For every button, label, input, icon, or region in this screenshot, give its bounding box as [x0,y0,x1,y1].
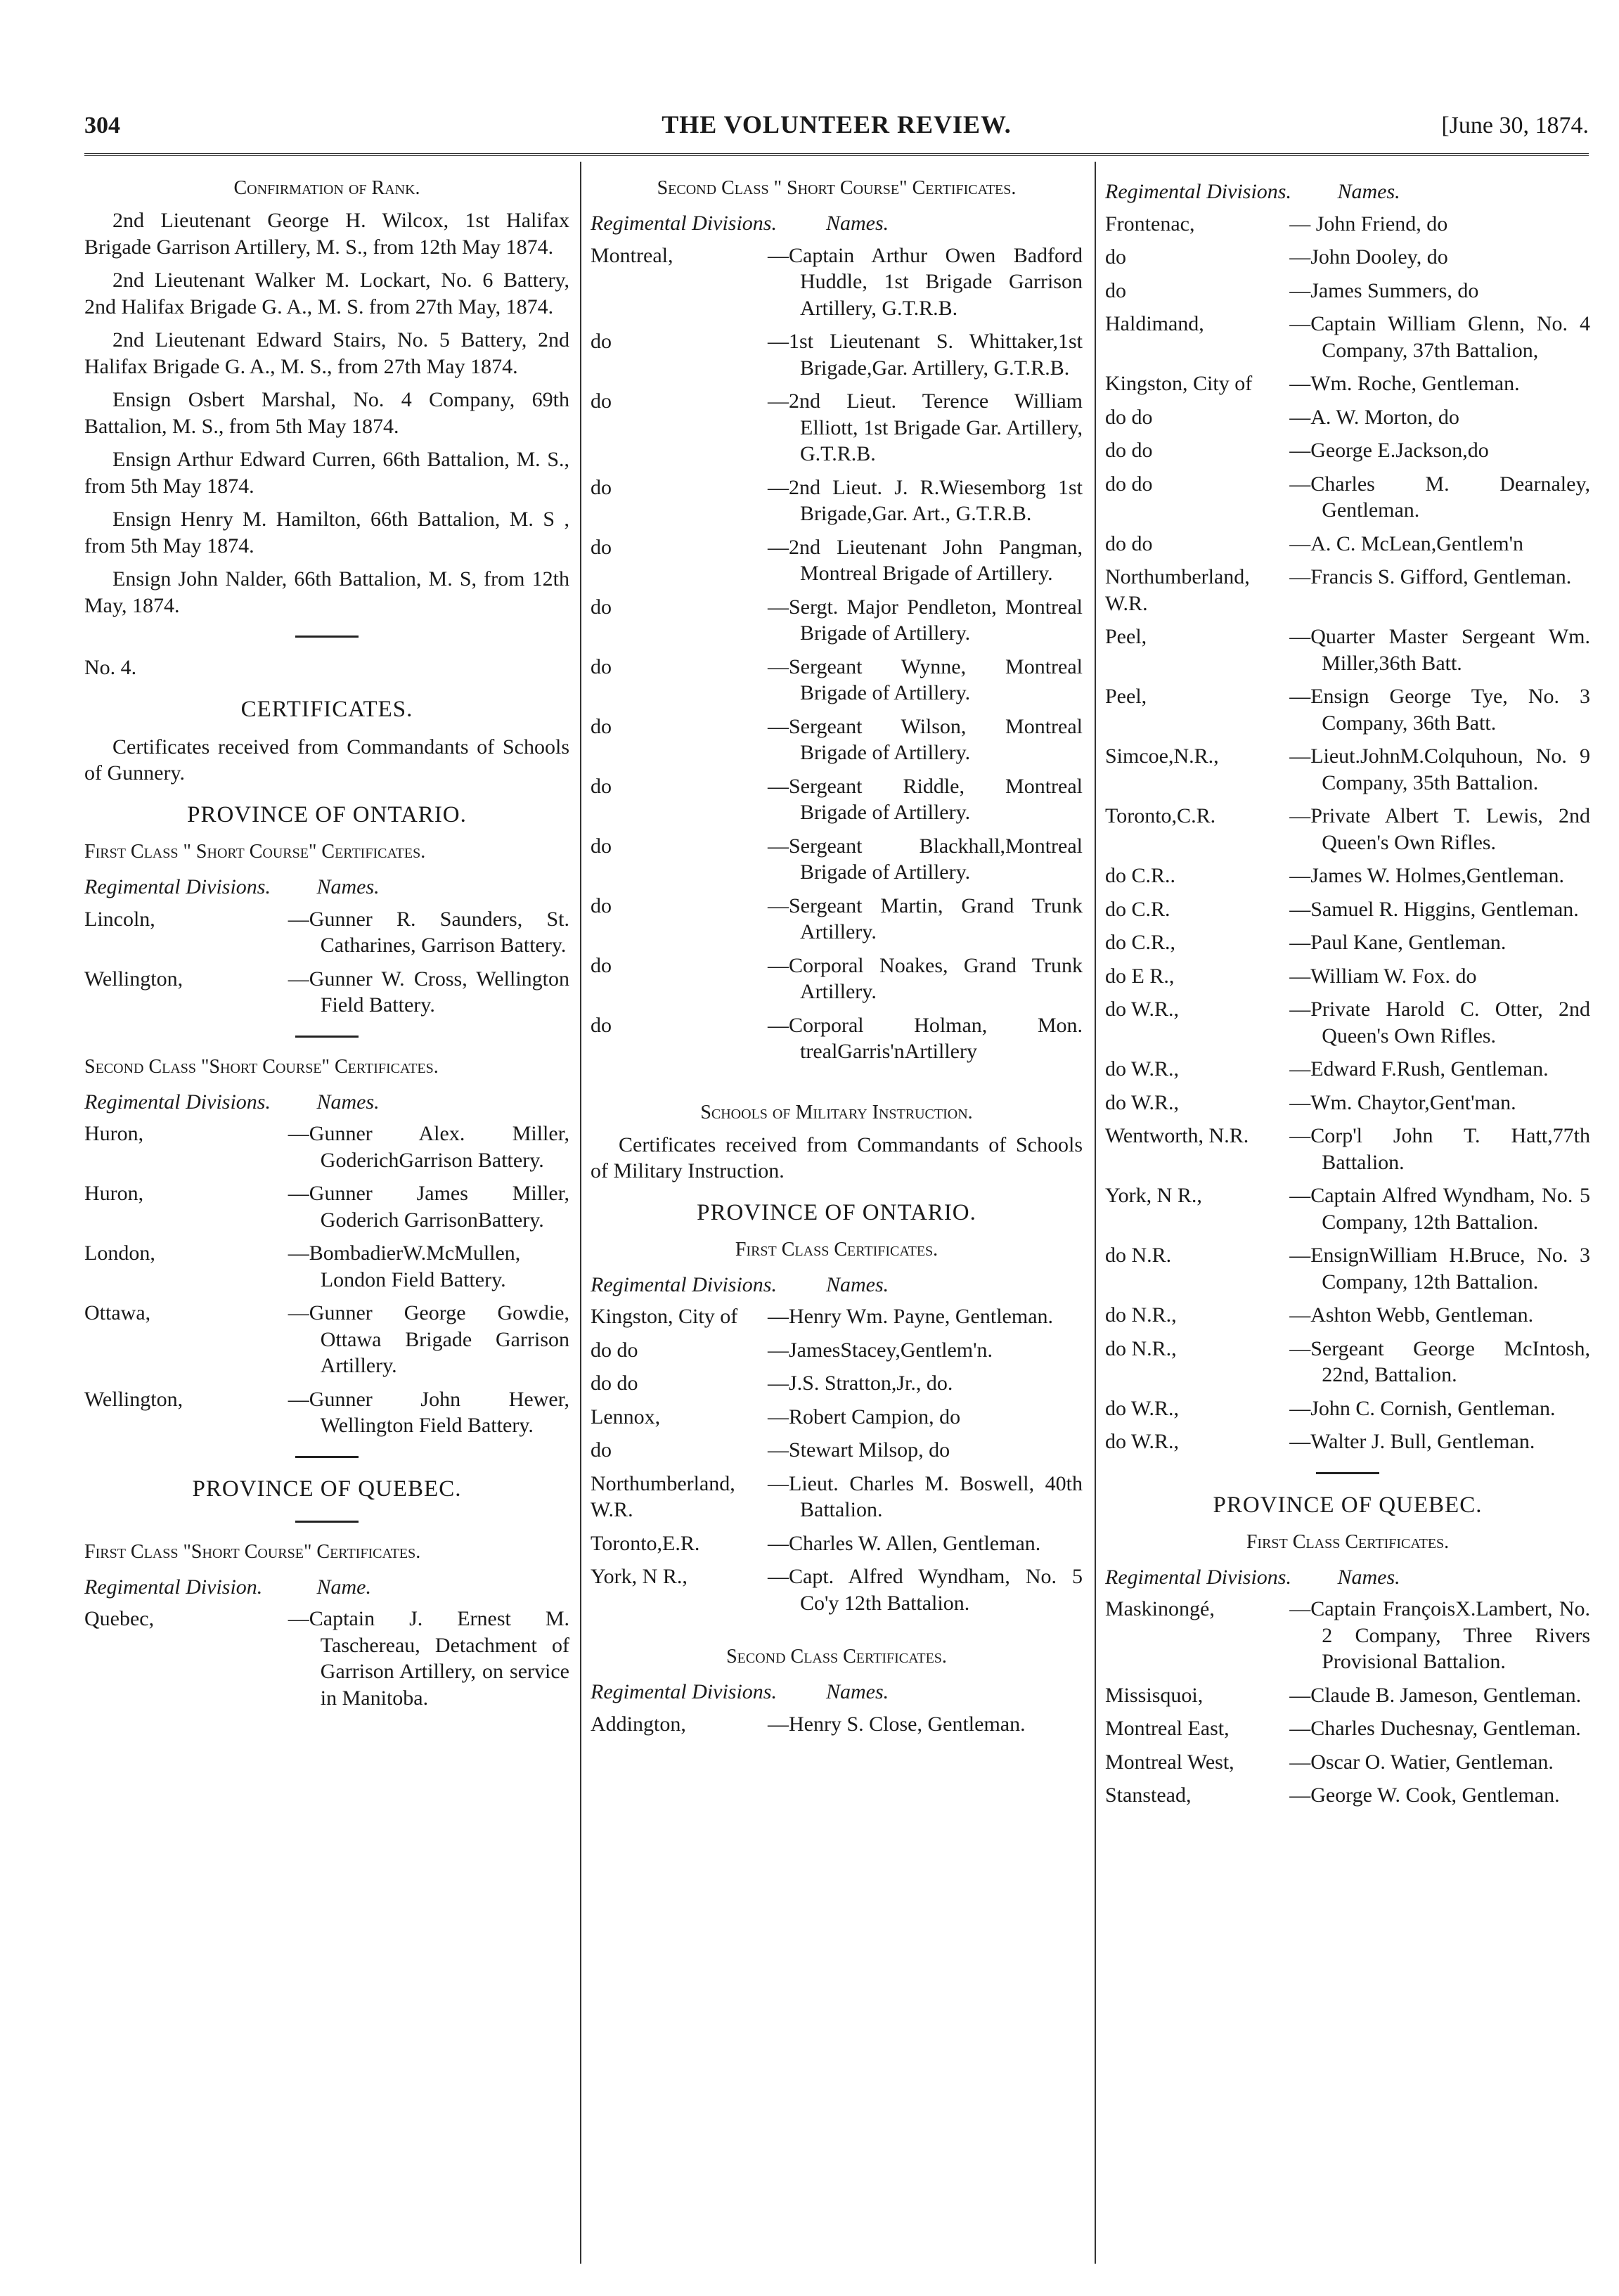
column-headers [1105,1564,1590,1591]
recipient-name: — John Friend, do [1289,212,1448,236]
regimental-division: do W.R., [1105,1090,1180,1114]
list-item [1105,211,1590,238]
header-names: Names. [826,1680,889,1704]
recipient-name: —Sergeant Wilson, Montreal Brigade of Artillery. [768,714,1083,764]
recipient-name: —Corporal Noakes, Grand Trunk Artillery. [768,953,1083,1003]
confirmation-heading: Confirmation of Rank. [233,177,420,199]
recipient-name: —Charles W. Allen, Gentleman. [768,1531,1041,1555]
recipient-name: —Corporal Holman, Mon. trealGarris'nArtillery [768,1013,1083,1063]
list-item [1105,1242,1590,1295]
list-item [591,714,1083,766]
regimental-division: Lincoln, [84,907,155,931]
list-item [591,953,1083,1005]
regimental-division: do C.R.. [1105,864,1176,887]
regimental-division: Montreal, [591,243,673,267]
regimental-division: do do [1105,405,1153,429]
header-rule [84,153,1589,156]
regimental-division: do do [591,1338,638,1362]
header-division: Regimental Division. [84,1575,263,1599]
regimental-division: do do [591,1372,638,1395]
recipient-name: —Captain FrançoisX.Lambert, No. 2 Company, Three Rivers Provisional Battalion. [1289,1597,1590,1674]
regimental-division: do E R., [1105,964,1175,988]
regimental-division: London, [84,1241,155,1265]
recipient-name: —George E.Jackson,do [1289,439,1489,462]
second-class-certs-heading: Second Class Certificates. [726,1646,947,1668]
regimental-division: Wellington, [84,1387,183,1411]
confirmation-item: 2nd Lieutenant George H. Wilcox, 1st Halifax Brigade Garrison Artillery, M. S., from 12th May 1874. [84,209,569,259]
province-ontario-heading: PROVINCE OF ONTARIO. [697,1199,976,1225]
regimental-division: Montreal East, [1105,1717,1230,1741]
list-item [591,1437,1083,1464]
recipient-name: —EnsignWilliam H.Bruce, No. 3 Company, 12th Battalion. [1289,1244,1590,1294]
list-item [1105,1682,1590,1709]
regimental-division: do C.R., [1105,931,1176,954]
column-divider-2 [1095,162,1096,2264]
confirmation-item: 2nd Lieutenant Walker M. Lockart, No. 6 Battery, 2nd Halifax Brigade G. A., M. S. from 27th May, 1874. [84,269,569,318]
list-item [591,1303,1083,1330]
recipient-name: —George W. Cook, Gentleman. [1289,1784,1560,1807]
regimental-division: do [591,714,612,738]
recipient-name: —Oscar O. Watier, Gentleman. [1289,1750,1554,1774]
list-item [591,594,1083,647]
list-item [591,654,1083,707]
page-header [84,105,1589,148]
regimental-division: do [1105,245,1126,269]
page-number: 304 [84,112,120,138]
header-names: Names. [1337,180,1400,203]
list-item [591,388,1083,467]
recipient-name: —Gunner George Gowdie, Ottawa Brigade Garrison Artillery. [288,1301,569,1377]
regimental-division: Simcoe,N.R., [1105,744,1219,768]
list-item [591,1471,1083,1523]
recipient-name: —Sergeant Martin, Grand Trunk Artillery. [768,894,1083,943]
second-class-heading: Second Class " Short Course" Certificates. [657,177,1017,199]
first-class-heading: First Class " Short Course" Certificates. [84,841,426,863]
regimental-division: Toronto,E.R. [591,1531,700,1555]
column-headers [591,1272,1083,1298]
list-item [1105,564,1590,617]
confirmation-item: 2nd Lieutenant Edward Stairs, No. 5 Battery, 2nd Halifax Brigade G. A., M. S., from 27th May 1874. [84,328,569,378]
header-names: Names. [826,212,889,235]
recipient-name: —Paul Kane, Gentleman. [1289,931,1507,954]
regimental-division: do do [1105,439,1153,462]
list-item [84,1386,569,1439]
list-item [1105,531,1590,557]
regimental-division: do [591,595,612,619]
list-item [1105,1302,1590,1329]
recipient-name: —Captain J. Ernest M. Taschereau, Detachment of Garrison Artillery, on service in Manitoba. [288,1607,569,1710]
recipient-name: —William W. Fox. do [1289,964,1477,988]
recipient-name: —Henry S. Close, Gentleman. [768,1712,1026,1736]
regimental-division: York, N R., [591,1565,688,1589]
second-class-list [84,1121,569,1439]
list-item [1105,1715,1590,1742]
recipient-name: —Quarter Master Sergeant Wm. Miller,36th Batt. [1289,625,1590,675]
regimental-division: do W.R., [1105,1057,1180,1081]
header-divisions: Regimental Divisions. [84,1090,271,1114]
recipient-name: —J.S. Stratton,Jr., do. [768,1372,953,1395]
list-item [1105,1336,1590,1388]
certificates-intro: Certificates received from Commandants of Schools of Gunnery. [84,735,569,785]
recipient-name: —Sergeant Blackhall,Montreal Brigade of Artillery. [768,834,1083,884]
recipient-name: —Sergeant George McIntosh, 22nd, Battalion. [1289,1336,1590,1386]
list-item [1105,996,1590,1049]
recipient-name: —Edward F.Rush, Gentleman. [1289,1057,1549,1081]
recipient-name: —Henry Wm. Payne, Gentleman. [768,1305,1054,1329]
header-name: Name. [316,1575,371,1599]
column-3 [1105,169,1590,2264]
province-quebec-heading: PROVINCE OF QUEBEC. [192,1476,462,1502]
regimental-division: Northumberland, W.R. [1105,565,1250,615]
regimental-division: do [591,330,612,353]
list-item [1105,311,1590,363]
recipient-name: —Robert Campion, do [768,1405,961,1428]
list-item [591,1563,1083,1616]
regimental-division: Addington, [591,1712,686,1736]
second-class-certs-list [591,1711,1083,1738]
regimental-division: Stanstead, [1105,1784,1192,1807]
list-item [1105,1395,1590,1422]
recipient-name: —2nd Lieut. J. R.Wiesemborg 1st Brigade,Gar. Art., G.T.R.B. [768,475,1083,525]
list-item [84,1121,569,1173]
header-divisions: Regimental Divisions. [591,212,777,235]
list-item [1105,863,1590,889]
second-class-heading: Second Class "Short Course" Certificates. [84,1055,439,1078]
regimental-division: do [591,834,612,858]
confirmation-item: Ensign Osbert Marshal, No. 4 Company, 69th Battalion, M. S., from 5th May 1874. [84,388,569,438]
recipient-name: —1st Lieutenant S. Whittaker,1st Brigade,Gar. Artillery, G.T.R.B. [768,330,1083,380]
column-2 [591,169,1083,2264]
issue-date: [June 30, 1874. [1441,112,1589,138]
recipient-name: —James Summers, do [1289,278,1479,302]
list-item [84,1300,569,1379]
recipient-name: —Walter J. Bull, Gentleman. [1289,1430,1535,1453]
column-headers [591,210,1083,237]
header-divisions: Regimental Divisions. [1105,180,1291,203]
number-label: No. 4. [84,656,137,679]
regimental-division: do [591,953,612,977]
header-divisions: Regimental Divisions. [591,1272,777,1296]
regimental-division: do [591,654,612,678]
header-divisions: Regimental Divisions. [1105,1565,1291,1589]
second-class-list [591,243,1083,1065]
regimental-division: Huron, [84,1122,144,1145]
regimental-division: Wellington, [84,967,183,991]
recipient-name: —2nd Lieut. Terence William Elliott, 1st Brigade Gar. Artillery, G.T.R.B. [768,389,1083,465]
schools-heading: Schools of Military Instruction. [700,1101,973,1123]
list-item [1105,404,1590,431]
recipient-name: —Charles M. Dearnaley, Gentleman. [1289,472,1590,522]
recipient-name: —Sergt. Major Pendleton, Montreal Brigade of Artillery. [768,595,1083,645]
recipient-name: —Captain Arthur Owen Badford Huddle, 1st Brigade Garrison Artillery, G.T.R.B. [768,243,1083,320]
list-item [591,243,1083,322]
continued-list [1105,211,1590,1455]
column-divider-1 [580,162,581,2264]
regimental-division: Kingston, City of [591,1305,738,1329]
regimental-division: Frontenac, [1105,212,1195,236]
recipient-name: —Stewart Milsop, do [768,1438,950,1462]
regimental-division: Montreal West, [1105,1750,1234,1774]
list-item [1105,896,1590,923]
recipient-name: —2nd Lieutenant John Pangman, Montreal Brigade of Artillery. [768,535,1083,585]
section-rule [295,636,359,638]
list-item [84,1180,569,1233]
regimental-division: do [1105,278,1126,302]
first-class-list [84,906,569,1019]
header-divisions: Regimental Divisions. [84,875,271,898]
list-item [1105,1428,1590,1455]
recipient-name: —Wm. Chaytor,Gent'man. [1289,1090,1516,1114]
first-class-list [591,1303,1083,1616]
list-item [1105,278,1590,304]
recipient-name: —Samuel R. Higgins, Gentleman. [1289,897,1579,921]
recipient-name: —Captain Alfred Wyndham, No. 5 Company, 12th Battalion. [1289,1184,1590,1234]
recipient-name: —A. C. McLean,Gentlem'n [1289,531,1524,555]
regimental-division: Peel, [1105,685,1147,708]
regimental-division: do [591,1013,612,1037]
recipient-name: —JamesStacey,Gentlem'n. [768,1338,993,1362]
list-item [1105,929,1590,956]
regimental-division: do do [1105,472,1153,496]
list-item [1105,683,1590,736]
header-names: Names. [316,1090,380,1114]
list-item [84,1606,569,1711]
recipient-name: —Francis S. Gifford, Gentleman. [1289,565,1572,588]
regimental-division: do [591,1438,612,1462]
list-item [591,1404,1083,1431]
regimental-division: do W.R., [1105,1430,1180,1453]
regimental-division: Huron, [84,1182,144,1205]
recipient-name: —James W. Holmes,Gentleman. [1289,864,1564,887]
list-item [1105,1596,1590,1675]
regimental-division: Haldimand, [1105,312,1204,335]
list-item [1105,963,1590,990]
list-item [1105,1749,1590,1776]
recipient-name: —Lieut. Charles M. Boswell, 40th Battalion. [768,1471,1083,1522]
regimental-division: do C.R. [1105,897,1170,921]
list-item [591,1337,1083,1364]
list-item [591,833,1083,886]
list-item [1105,1123,1590,1175]
regimental-division: Wentworth, N.R. [1105,1124,1249,1147]
recipient-name: —Capt. Alfred Wyndham, No. 5 Co'y 12th Battalion. [768,1565,1083,1615]
recipient-name: —Gunner R. Saunders, St. Catharines, Garrison Battery. [288,907,569,957]
regimental-division: do [591,774,612,798]
recipient-name: —Gunner Alex. Miller, GoderichGarrison Battery. [288,1122,569,1172]
recipient-name: —Sergeant Wynne, Montreal Brigade of Artillery. [768,654,1083,704]
regimental-division: do [591,389,612,413]
recipient-name: —Gunner James Miller, Goderich GarrisonBattery. [288,1182,569,1232]
recipient-name: —Lieut.JohnM.Colquhoun, No. 9 Company, 35th Battalion. [1289,744,1590,794]
recipient-name: —Wm. Roche, Gentleman. [1289,372,1520,395]
section-rule [295,1036,359,1038]
recipient-name: —BombadierW.McMullen, London Field Battery. [288,1241,521,1291]
list-item [84,906,569,959]
quebec-list [1105,1596,1590,1809]
regimental-division: do [591,894,612,917]
section-rule [295,1456,359,1458]
column-headers [1105,179,1590,205]
regimental-division: Quebec, [84,1607,155,1631]
regimental-division: Ottawa, [84,1301,151,1324]
regimental-division: do N.R., [1105,1336,1177,1360]
publication-title: THE VOLUNTEER REVIEW. [662,110,1012,138]
regimental-division: Missisquoi, [1105,1683,1204,1707]
column-1 [84,169,569,2264]
recipient-name: —Private Albert T. Lewis, 2nd Queen's Own Rifles. [1289,804,1590,854]
column-headers [84,1574,569,1601]
list-item [1105,370,1590,397]
regimental-division: do N.R. [1105,1244,1172,1267]
column-headers [591,1679,1083,1705]
recipient-name: —Ashton Webb, Gentleman. [1289,1303,1534,1327]
list-item [1105,1090,1590,1116]
list-item [1105,1182,1590,1235]
quebec-first-class-heading: First Class "Short Course" Certificates. [84,1540,421,1563]
list-item [1105,1782,1590,1809]
quebec-list [84,1606,569,1711]
recipient-name: —Charles Duchesnay, Gentleman. [1289,1717,1581,1741]
province-ontario-heading: PROVINCE OF ONTARIO. [187,801,467,827]
certificates-heading: CERTIFICATES. [240,696,413,722]
regimental-division: do [591,535,612,559]
regimental-division: do W.R., [1105,1396,1180,1420]
regimental-division: Maskinongé, [1105,1597,1215,1621]
list-item [591,1530,1083,1557]
list-item [1105,1056,1590,1083]
province-quebec-heading: PROVINCE OF QUEBEC. [1213,1492,1483,1518]
regimental-division: Peel, [1105,625,1147,648]
list-item [591,1012,1083,1065]
header-names: Names. [316,875,380,898]
regimental-division: Kingston, City of [1105,372,1253,395]
recipient-name: —Gunner W. Cross, Wellington Field Battery. [288,967,569,1017]
schools-intro: Certificates received from Commandants of Schools of Military Instruction. [591,1133,1083,1182]
list-item [591,534,1083,587]
regimental-division: do do [1105,531,1153,555]
recipient-name: —John C. Cornish, Gentleman. [1289,1396,1556,1420]
recipient-name: —Ensign George Tye, No. 3 Company, 36th Batt. [1289,685,1590,735]
regimental-division: Northumberland, W.R. [591,1471,735,1522]
section-rule [1316,1472,1379,1474]
list-item [84,966,569,1019]
confirmation-item: Ensign Henry M. Hamilton, 66th Battalion, M. S , from 5th May 1874. [84,508,569,557]
confirmation-item: Ensign Arthur Edward Curren, 66th Battalion, M. S., from 5th May 1874. [84,448,569,498]
recipient-name: —Private Harold C. Otter, 2nd Queen's Own Rifles. [1289,998,1590,1047]
list-item [1105,624,1590,676]
list-item [591,328,1083,381]
list-item [1105,471,1590,524]
header-names: Names. [826,1272,889,1296]
regimental-division: York, N R., [1105,1184,1202,1207]
confirmation-item: Ensign John Nalder, 66th Battalion, M. S, from 12th May, 1874. [84,567,569,617]
list-item [1105,244,1590,271]
first-class-heading: First Class Certificates. [735,1238,938,1260]
confirmation-list [84,207,569,619]
recipient-name: —A. W. Morton, do [1289,405,1459,429]
recipient-name: —Corp'l John T. Hatt,77th Battalion. [1289,1124,1590,1174]
regimental-division: do [591,475,612,499]
recipient-name: —Gunner John Hewer, Wellington Field Battery. [288,1387,569,1437]
regimental-division: do W.R., [1105,998,1180,1021]
regimental-division: Lennox, [591,1405,661,1428]
header-names: Names. [1337,1565,1400,1589]
list-item [591,773,1083,826]
recipient-name: —Sergeant Riddle, Montreal Brigade of Artillery. [768,774,1083,824]
list-item [591,475,1083,527]
recipient-name: —Captain William Glenn, No. 4 Company, 37th Battalion, [1289,312,1590,362]
column-headers [84,874,569,901]
header-divisions: Regimental Divisions. [591,1680,777,1704]
list-item [84,1240,569,1293]
recipient-name: —John Dooley, do [1289,245,1448,269]
list-item [591,1370,1083,1397]
first-class-heading: First Class Certificates. [1246,1530,1450,1553]
regimental-division: Toronto,C.R. [1105,804,1216,827]
list-item [591,1711,1083,1738]
column-headers [84,1089,569,1116]
regimental-division: do N.R., [1105,1303,1177,1327]
list-item [1105,437,1590,464]
recipient-name: —Claude B. Jameson, Gentleman. [1289,1683,1582,1707]
list-item [1105,803,1590,856]
list-item [1105,743,1590,796]
list-item [591,893,1083,946]
section-rule [295,1521,359,1523]
